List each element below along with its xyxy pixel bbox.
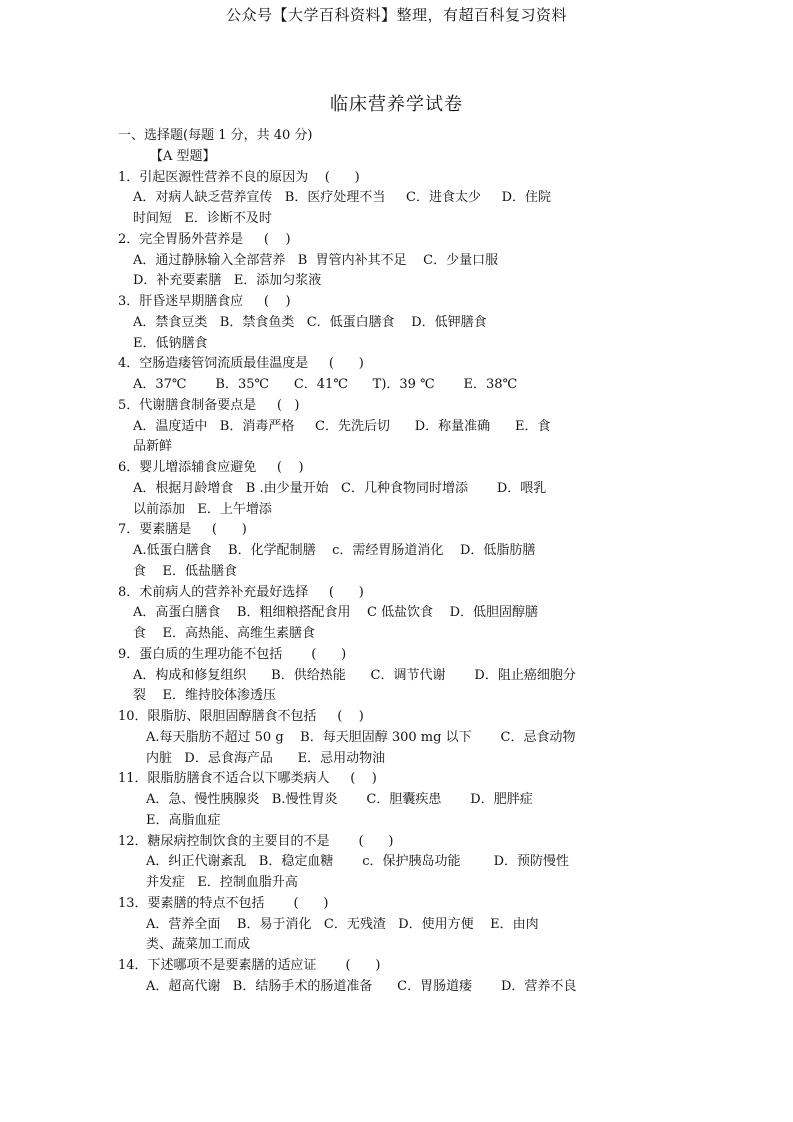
question-7: 7．要素膳是 ( ) xyxy=(118,522,247,538)
options-11: A．急、慢性胰腺炎 B.慢性胃炎 C．胆囊疾患 D．肥胖症 xyxy=(146,792,533,807)
options-2-cont: D．补充要素膳 E．添加匀浆液 xyxy=(133,273,322,289)
exam-content xyxy=(118,126,618,998)
options-6: A．根据月龄增食 B .由少量开始 C．几种食物同时增添 D．喂乳 xyxy=(133,480,547,496)
options-10: A.每天脂肪不超过 50 g B．每天胆固醇 300 mg 以下 C．忌食动物 xyxy=(146,729,576,745)
options-4: A．37℃ B．35℃ C．41℃ T)．39 ℃ E．38℃ xyxy=(133,377,518,392)
subsection-heading: 【A 型题】 xyxy=(150,148,216,164)
options-9: A．构成和修复组织 B．供给热能 C．调节代谢 D．阻止癌细胞分 xyxy=(133,667,576,683)
options-7: A.低蛋白膳食 B．化学配制膳 c．需经胃肠道消化 D．低脂肪膳 xyxy=(133,543,536,558)
page-header: 公众号【大学百科资料】整理，有超百科复习资料 xyxy=(225,6,567,24)
options-1: A．对病人缺乏营养宣传 B．医疗处理不当 C．进食太少 D．住院 xyxy=(133,190,552,206)
options-13: A．营养全面 B．易于消化 C．无残渣 D．使用方便 E．由肉 xyxy=(146,916,539,932)
options-2: A．通过静脉输入全部营养 B 胃管内补其不足 C．少量口服 xyxy=(133,252,499,268)
question-9: 9．蛋白质的生理功能不包括 ( ) xyxy=(118,646,347,662)
question-11: 11．限脂肪膳食不适合以下哪类病人 ( ) xyxy=(118,771,377,787)
options-5-cont: 品新鲜 xyxy=(133,439,173,455)
question-1: 1．引起医源性营养不良的原因为 ( ) xyxy=(118,169,360,185)
question-4: 4．空肠造瘘管饲流质最佳温度是 ( ) xyxy=(118,356,364,372)
question-12: 12．糖尿病控制饮食的主要目的不是 ( ) xyxy=(118,833,394,849)
options-8: A．高蛋白膳食 B．粗细粮搭配食用 C 低盐饮食 D．低胆固醇膳 xyxy=(133,605,539,621)
section-heading: 一、选择题(每题 1 分，共 40 分) xyxy=(118,128,313,143)
options-11-cont: E．高脂血症 xyxy=(146,812,221,828)
question-3: 3．肝昏迷早期膳食应 ( ) xyxy=(118,294,291,309)
question-10: 10．限脂肪、限胆固醇膳食不包括 ( ) xyxy=(118,709,364,724)
question-2: 2．完全胃肠外营养是 ( ) xyxy=(118,231,291,247)
options-6-cont: 以前添加 E．上午增添 xyxy=(133,501,272,517)
question-5: 5．代谢膳食制备要点是 ( ) xyxy=(118,397,300,413)
options-5: A．温度适中 B．消毒严格 C．先洗后切 D．称量准确 E．食 xyxy=(133,418,551,434)
question-8: 8．术前病人的营养补充最好选择 ( ) xyxy=(118,584,364,600)
options-10-cont: 内脏 D．忌食海产品 E．忌用动物油 xyxy=(146,750,386,766)
question-14: 14．下述哪项不是要素膳的适应证 ( ) xyxy=(118,958,381,973)
page-title: 临床营养学试卷 xyxy=(330,94,463,115)
options-12: A．纠正代谢紊乱 B．稳定血糖 c．保护胰岛功能 D．预防慢性 xyxy=(146,854,570,870)
options-13-cont: 类、蔬菜加工而成 xyxy=(146,937,251,953)
options-1-cont: 时间短 E．诊断不及时 xyxy=(133,211,272,226)
question-6: 6．婴儿增添辅食应避免 ( ) xyxy=(118,460,304,475)
options-8-cont: 食 E．高热能、高维生素膳食 xyxy=(133,626,316,641)
options-14: A．超高代谢 B．结肠手术的肠道准备 C．胃肠道瘘 D．营养不良 xyxy=(146,978,577,994)
options-3-cont: E．低钠膳食 xyxy=(133,335,208,351)
options-9-cont: 裂 E．维持胶体渗透压 xyxy=(133,688,277,704)
question-13: 13．要素膳的特点不包括 ( ) xyxy=(118,895,329,911)
options-7-cont: 食 E．低盐膳食 xyxy=(133,563,238,579)
options-12-cont: 并发症 E．控制血脂升高 xyxy=(146,875,298,890)
options-3: A．禁食豆类 B．禁食鱼类 C．低蛋白膳食 D．低钾膳食 xyxy=(133,314,487,330)
